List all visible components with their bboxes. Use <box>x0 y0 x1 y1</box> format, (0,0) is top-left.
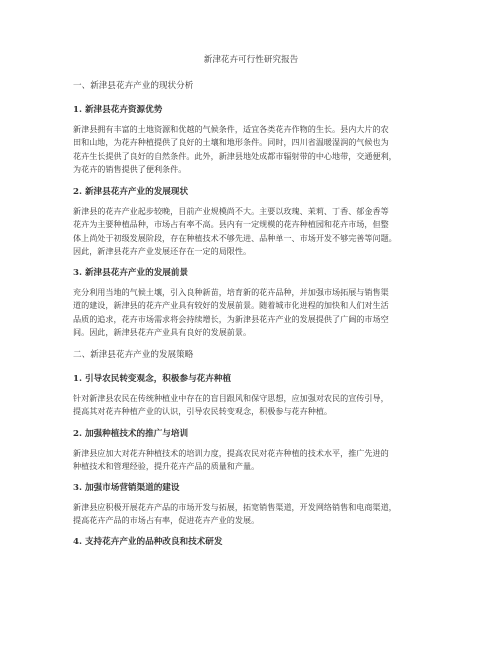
paragraph-line: 道的建设，新津县的花卉产业具有较好的发展前景。随着城市化进程的加快和人们对生活 <box>73 300 389 311</box>
paragraph-2-1 <box>73 392 443 419</box>
paragraph-line: 间。因此，新津县花卉产业具有良好的发展前景。 <box>73 327 252 338</box>
paragraph-1-1 <box>73 123 443 177</box>
subsection-heading-2-3: 3. 加强市场营销渠道的建设 <box>73 483 180 493</box>
paragraph-1-2 <box>73 205 443 259</box>
subsection-heading-2-2: 2. 加强种植技术的推广与培训 <box>73 429 189 439</box>
paragraph-line: 因此，新津县花卉产业发展还存在一定的局限性。 <box>73 246 252 257</box>
paragraph-line: 田和山地，为花卉种植提供了良好的土壤和地形条件。同时，四川省温暖湿润的气候也为 <box>73 137 389 148</box>
section-heading-1: 一、新津县花卉产业的现状分析 <box>73 81 194 91</box>
paragraph-line: 品质的追求，花卉市场需求将会持续增长，为新津县花卉产业的发展提供了广阔的市场空 <box>73 313 389 324</box>
paragraph-line: 新津县的花卉产业起步较晚，目前产业规模尚不大。主要以玫瑰、茉莉、丁香、郁金香等 <box>73 206 389 216</box>
paragraph-line: 提高其对花卉种植产业的认识，引导农民转变观念，积极参与花卉种植。 <box>73 406 333 417</box>
paragraph-line: 充分利用当地的气候土壤，引入良种新苗，培育新的花卉品种，并加强市场拓展与销售渠 <box>73 287 389 297</box>
paragraph-2-2 <box>73 447 443 474</box>
subsection-heading-2-4: 4. 支持花卉产业的品种改良和技术研发 <box>73 537 223 547</box>
paragraph-line: 花卉为主要种植品种，市场占有率不高。县内有一定规模的花卉种植园和花卉市场，但整 <box>73 219 389 230</box>
paragraph-line: 体上尚处于初级发展阶段，存在种植技术不够先进、品种单一、市场开发不够完善等问题。 <box>73 232 397 243</box>
paragraph-2-3 <box>73 501 443 528</box>
paragraph-line: 新津县应积极开展花卉产品的市场开发与拓展，拓宽销售渠道，开发网络销售和电商渠道， <box>73 502 397 512</box>
document-title: 新津花卉可行性研究报告 <box>203 55 299 65</box>
paragraph-1-3 <box>73 286 443 340</box>
paragraph-line: 提高花卉产品的市场占有率，促进花卉产业的发展。 <box>73 515 260 526</box>
paragraph-line: 新津县拥有丰富的土地资源和优越的气候条件，适宜各类花卉作物的生长。县内大片的农 <box>73 124 389 134</box>
subsection-heading-2-1: 1. 引导农民转变观念，积极参与花卉种植 <box>73 374 232 384</box>
subsection-heading-1-3: 3. 新津县花卉产业的发展前景 <box>73 268 189 278</box>
paragraph-line: 花卉生长提供了良好的自然条件。此外，新津县地处成都市辐射带的中心地带，交通便利， <box>73 150 397 161</box>
paragraph-line: 种植技术和管理经验，提升花卉产品的质量和产量。 <box>73 461 260 472</box>
subsection-heading-1-2: 2. 新津县花卉产业的发展现状 <box>73 187 189 197</box>
paragraph-line: 为花卉的销售提供了便利条件。 <box>73 164 187 175</box>
paragraph-line: 新津县应加大对花卉种植技术的培训力度，提高农民对花卉种植的技术水平，推广先进的 <box>73 448 389 458</box>
section-heading-2: 二、新津县花卉产业的发展策略 <box>73 350 194 360</box>
paragraph-line: 针对新津县农民在传统种植业中存在的盲目跟风和保守思想，应加强对农民的宣传引导， <box>73 393 389 403</box>
subsection-heading-1-1: 1. 新津县花卉资源优势 <box>73 105 163 115</box>
